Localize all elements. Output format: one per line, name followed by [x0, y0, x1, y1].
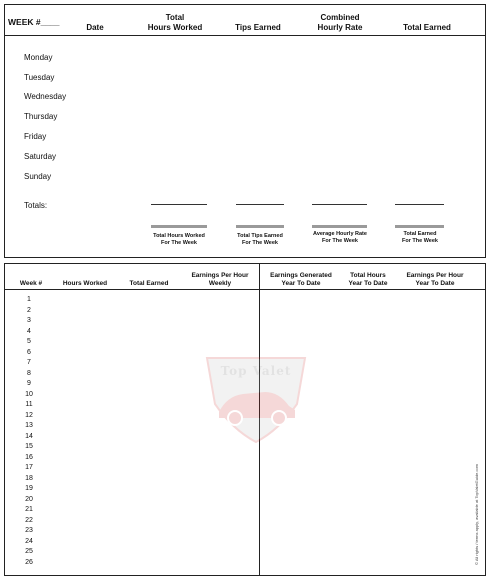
week-row-number: 10 [25, 390, 33, 398]
combined-rate-header: Combined Hourly Rate [317, 13, 363, 32]
total-earned-line [395, 204, 444, 205]
week-row-number: 13 [25, 422, 33, 429]
total-hours-bar [151, 225, 207, 228]
week-row-number: 25 [25, 548, 33, 555]
total-hours-line [151, 204, 207, 205]
week-row-number: 1 [27, 296, 31, 303]
week-row-number: 23 [25, 527, 33, 534]
total-hours-header: Total Hours Worked [147, 13, 203, 32]
caption-total-tips: Total Tips Earned For The Week [237, 233, 283, 246]
week-number-label: WEEK #____ [8, 17, 60, 27]
week-row-number: 16 [25, 453, 33, 461]
weekly-log-panel [4, 4, 486, 258]
day-label: Thursday [24, 112, 58, 121]
week-row-number: 8 [27, 369, 31, 377]
week-row-number: 5 [27, 338, 31, 345]
week-row-number: 9 [27, 380, 31, 387]
week-row-number: 14 [25, 432, 33, 440]
eph-weekly-header: Earnings Per Hour Weekly [191, 272, 249, 287]
day-label: Friday [24, 132, 47, 141]
ytd-hours-header: Total Hours Year To Date [348, 272, 388, 287]
week-row-number: 17 [25, 464, 33, 471]
week-row-number: 22 [25, 516, 33, 524]
week-row-number: 21 [25, 506, 33, 513]
week-row-number: 24 [25, 537, 33, 545]
week-number-header: Week # [19, 280, 43, 287]
hours-worked-header: Hours Worked [62, 280, 108, 287]
week-row-number: 26 [25, 558, 33, 566]
day-label: Sunday [24, 172, 52, 181]
day-label: Tuesday [24, 73, 55, 82]
caption-total-hours: Total Hours Worked For The Week [153, 233, 205, 246]
totals-label: Totals: [24, 201, 48, 210]
week-row-number: 18 [25, 474, 33, 482]
yearly-header-divider [4, 289, 486, 290]
week-row-number: 2 [27, 306, 31, 314]
day-label: Monday [24, 53, 53, 62]
week-row-number: 19 [25, 485, 33, 492]
ytd-eph-header: Earnings Per Hour Year To Date [406, 272, 464, 287]
week-row-number: 20 [25, 495, 33, 503]
average-rate-line [312, 204, 367, 205]
week-row-number: 12 [25, 411, 33, 419]
average-rate-bar [312, 225, 367, 228]
total-earned-header-yearly: Total Earned [129, 280, 169, 287]
day-label: Saturday [24, 152, 57, 161]
ytd-earnings-header: Earnings Generated Year To Date [270, 272, 332, 287]
tips-earned-header: Tips Earned [235, 23, 281, 32]
caption-total-earned: Total Earned For The Week [402, 231, 438, 244]
date-header: Date [86, 23, 104, 32]
total-tips-line [236, 204, 284, 205]
total-earned-bar [395, 225, 444, 228]
week-row-number: 3 [27, 317, 31, 324]
week-row-number: 7 [27, 359, 31, 366]
total-tips-bar [236, 225, 284, 228]
week-row-number: 15 [25, 443, 33, 450]
total-earned-header: Total Earned [403, 23, 451, 32]
top-valet-watermark [205, 356, 307, 444]
week-row-number: 4 [27, 327, 31, 335]
caption-average-rate: Average Hourly Rate For The Week [313, 231, 367, 244]
watermark-text: Top Valet [220, 364, 292, 378]
header-divider [4, 35, 486, 36]
week-row-number: 6 [27, 348, 31, 356]
day-label: Wednesday [24, 92, 67, 101]
week-row-number: 11 [25, 401, 33, 408]
copyright-credit: © All rights / terms apply, available at TopValetGuide.com [474, 464, 479, 565]
